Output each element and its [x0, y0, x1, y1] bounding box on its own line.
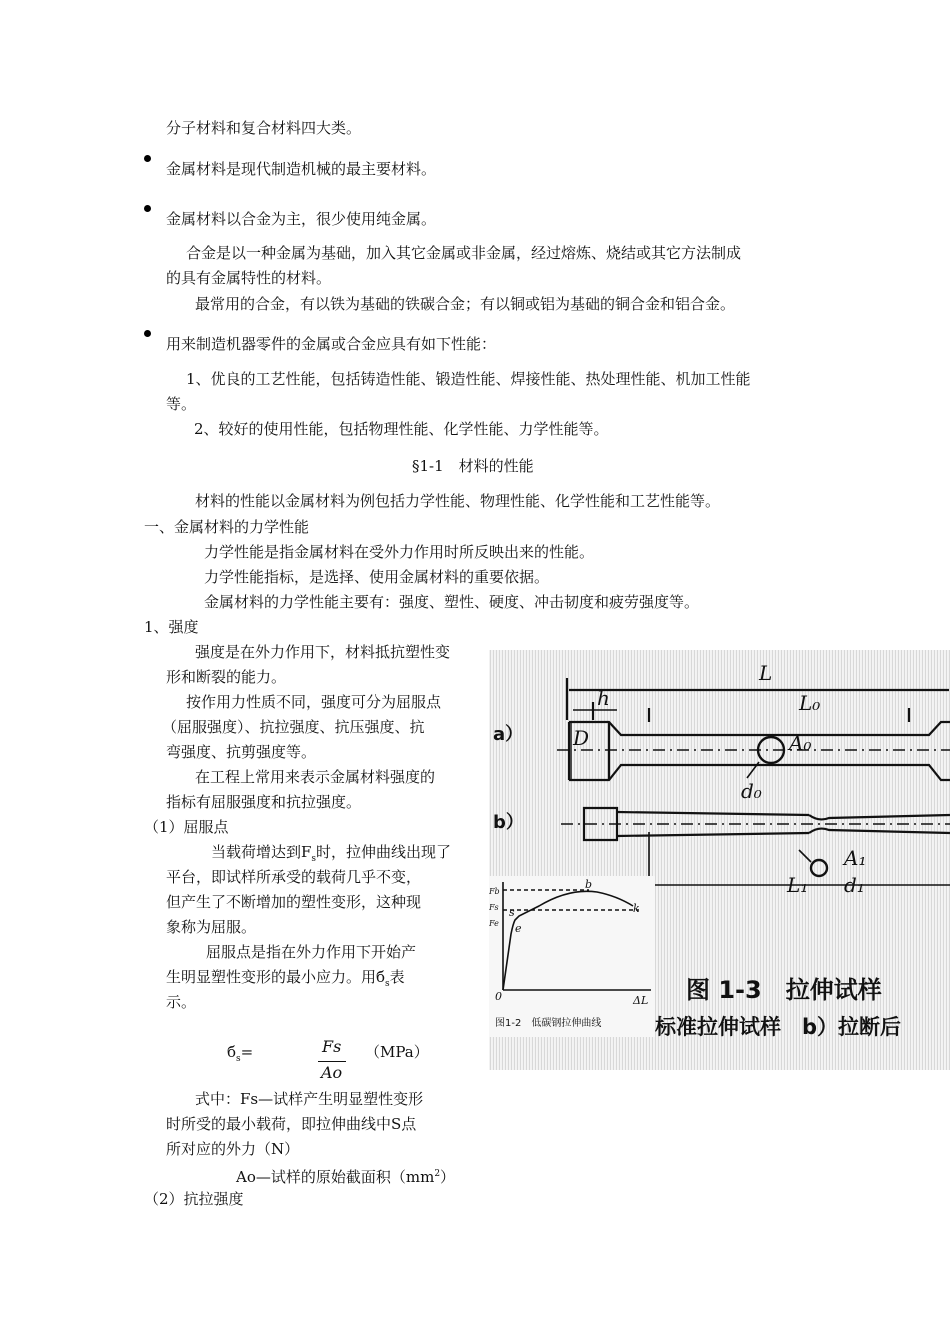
fig-caption-2: 标准拉伸试样 b）拉断后 [655, 1015, 902, 1039]
label-h: h [597, 686, 610, 710]
heading-tensile-strength: （2）抗拉强度 [144, 1190, 244, 1208]
where-line3: 所对应的外力（N） [166, 1140, 300, 1158]
yield-point-line2-b: 表 [389, 968, 405, 986]
label-A0: A₀ [789, 731, 812, 755]
axis-x-label: ΔL [633, 994, 649, 1007]
yield-line: 但产生了不断增加的塑性变形，这种现 [166, 893, 422, 911]
alloy-common: 最常用的合金，有以铁为基础的铁碳合金；有以铜或铝为基础的铜合金和铝合金。 [195, 295, 736, 313]
fraction-bar [318, 1061, 346, 1062]
pt-s: s [509, 906, 515, 919]
formula-lhs-sym: б [227, 1043, 237, 1061]
where-line2: 时所受的最小载荷，即拉伸曲线中S点 [166, 1115, 417, 1133]
para-top: 分子材料和复合材料四大类。 [166, 119, 362, 137]
axis-origin: 0 [495, 990, 502, 1003]
label-L1: L₁ [787, 873, 809, 897]
bullet-text-2: 金属材料以合金为主，很少使用纯金属。 [166, 210, 437, 228]
formula-denominator: Ao [321, 1063, 343, 1082]
yield-line1-a: 当载荷增达到F [211, 843, 312, 861]
formula-eq: = [240, 1043, 254, 1061]
yield-point-line1: 屈服点是指在外力作用下开始产 [206, 943, 417, 961]
formula-lhs [227, 1042, 253, 1069]
formula-lhs-sub: s [236, 1054, 241, 1064]
label-L: L [759, 661, 773, 685]
strength-line: 强度是在外力作用下，材料抵抗塑性变 [195, 643, 451, 661]
section-title: §1-1 材料的性能 [412, 457, 534, 475]
formula-unit: （MPa） [365, 1043, 429, 1061]
where-line4-a: Ao—试样的原始截面积（mm [236, 1168, 435, 1186]
label-D: D [573, 726, 590, 750]
yield-point-line2 [166, 967, 405, 994]
mechanical-1: 力学性能是指金属材料在受外力作用时所反映出来的性能。 [204, 543, 595, 561]
strength-line: （屈服强度）、抗拉强度、抗压强度、抗 [162, 718, 425, 736]
bullet-icon [144, 155, 151, 162]
strength-line: 指标有屈服强度和抗拉强度。 [166, 793, 362, 811]
yield-line1 [211, 842, 451, 869]
y-label-fb: Fb [489, 887, 500, 896]
strength-line: 按作用力性质不同，强度可分为屈服点 [186, 693, 442, 711]
pt-b: b [585, 878, 593, 891]
label-d1: d₁ [844, 873, 865, 897]
fig-caption-1: 图 1-3 拉伸试样 [686, 976, 882, 1004]
pt-e: e [515, 922, 522, 935]
bullet-icon [144, 330, 151, 337]
y-label-fs: Fs [489, 903, 499, 912]
performance-1-line1: 1、优良的工艺性能，包括铸造性能、锻造性能、焊接性能、热处理性能、机加工性能 [186, 370, 751, 388]
label-L0: L₀ [799, 691, 821, 715]
tensile-curve-drawing [489, 876, 655, 1037]
heading-strength: 1、强度 [144, 618, 199, 636]
bullet-text-3: 用来制造机器零件的金属或合金应具有如下性能： [166, 335, 497, 353]
label-b: b） [493, 812, 524, 833]
strength-line: 弯强度、抗剪强度等。 [166, 743, 317, 761]
section-intro: 材料的性能以金属材料为例包括力学性能、物理性能、化学性能和工艺性能等。 [195, 492, 721, 510]
bullet-text-1: 金属材料是现代制造机械的最主要材料。 [166, 160, 437, 178]
yield-line: 象称为屈服。 [166, 918, 257, 936]
inset-caption: 图1-2 低碳钢拉伸曲线 [495, 1018, 602, 1029]
heading-yield-point: （1）屈服点 [144, 818, 229, 836]
yield-line1-sub: s [311, 854, 317, 864]
yield-line: 平台，即试样所承受的载荷几乎不变， [166, 868, 422, 886]
where-line4-sup: 2 [434, 1169, 441, 1179]
label-a: a） [493, 724, 524, 745]
alloy-definition-line1: 合金是以一种金属为基础，加入其它金属或非金属，经过熔炼、烧结或其它方法制成 [186, 244, 742, 262]
label-A1: A₁ [844, 846, 867, 870]
y-label-fe: Fe [489, 919, 499, 928]
yield-point-line3: 示。 [166, 993, 197, 1011]
where-line4-b: ） [440, 1168, 456, 1186]
strength-line: 形和断裂的能力。 [166, 668, 287, 686]
mechanical-3: 金属材料的力学性能主要有：强度、塑性、硬度、冲击韧度和疲劳强度等。 [204, 593, 700, 611]
where-line4 [236, 1164, 455, 1187]
yield-line1-b: 时，拉伸曲线出现了 [316, 843, 452, 861]
strength-line: 在工程上常用来表示金属材料强度的 [195, 768, 436, 786]
bullet-icon [144, 205, 151, 212]
alloy-definition-line2: 的具有金属特性的材料。 [166, 269, 332, 287]
heading-mechanical: 一、金属材料的力学性能 [144, 518, 310, 536]
tensile-curve-inset [489, 876, 655, 1037]
performance-2: 2、较好的使用性能，包括物理性能、化学性能、力学性能等。 [194, 420, 609, 438]
where-line1: 式中：Fs—试样产生明显塑性变形 [195, 1090, 424, 1108]
formula-numerator: Fs [322, 1037, 342, 1056]
mechanical-2: 力学性能指标，是选择、使用金属材料的重要依据。 [204, 568, 550, 586]
label-d0: d₀ [741, 779, 762, 803]
yield-point-line2-sub: s [385, 979, 390, 989]
performance-1-line2: 等。 [166, 395, 197, 413]
pt-k: k [633, 902, 640, 915]
yield-point-line2-a: 生明显塑性变形的最小应力。用б [166, 968, 386, 986]
